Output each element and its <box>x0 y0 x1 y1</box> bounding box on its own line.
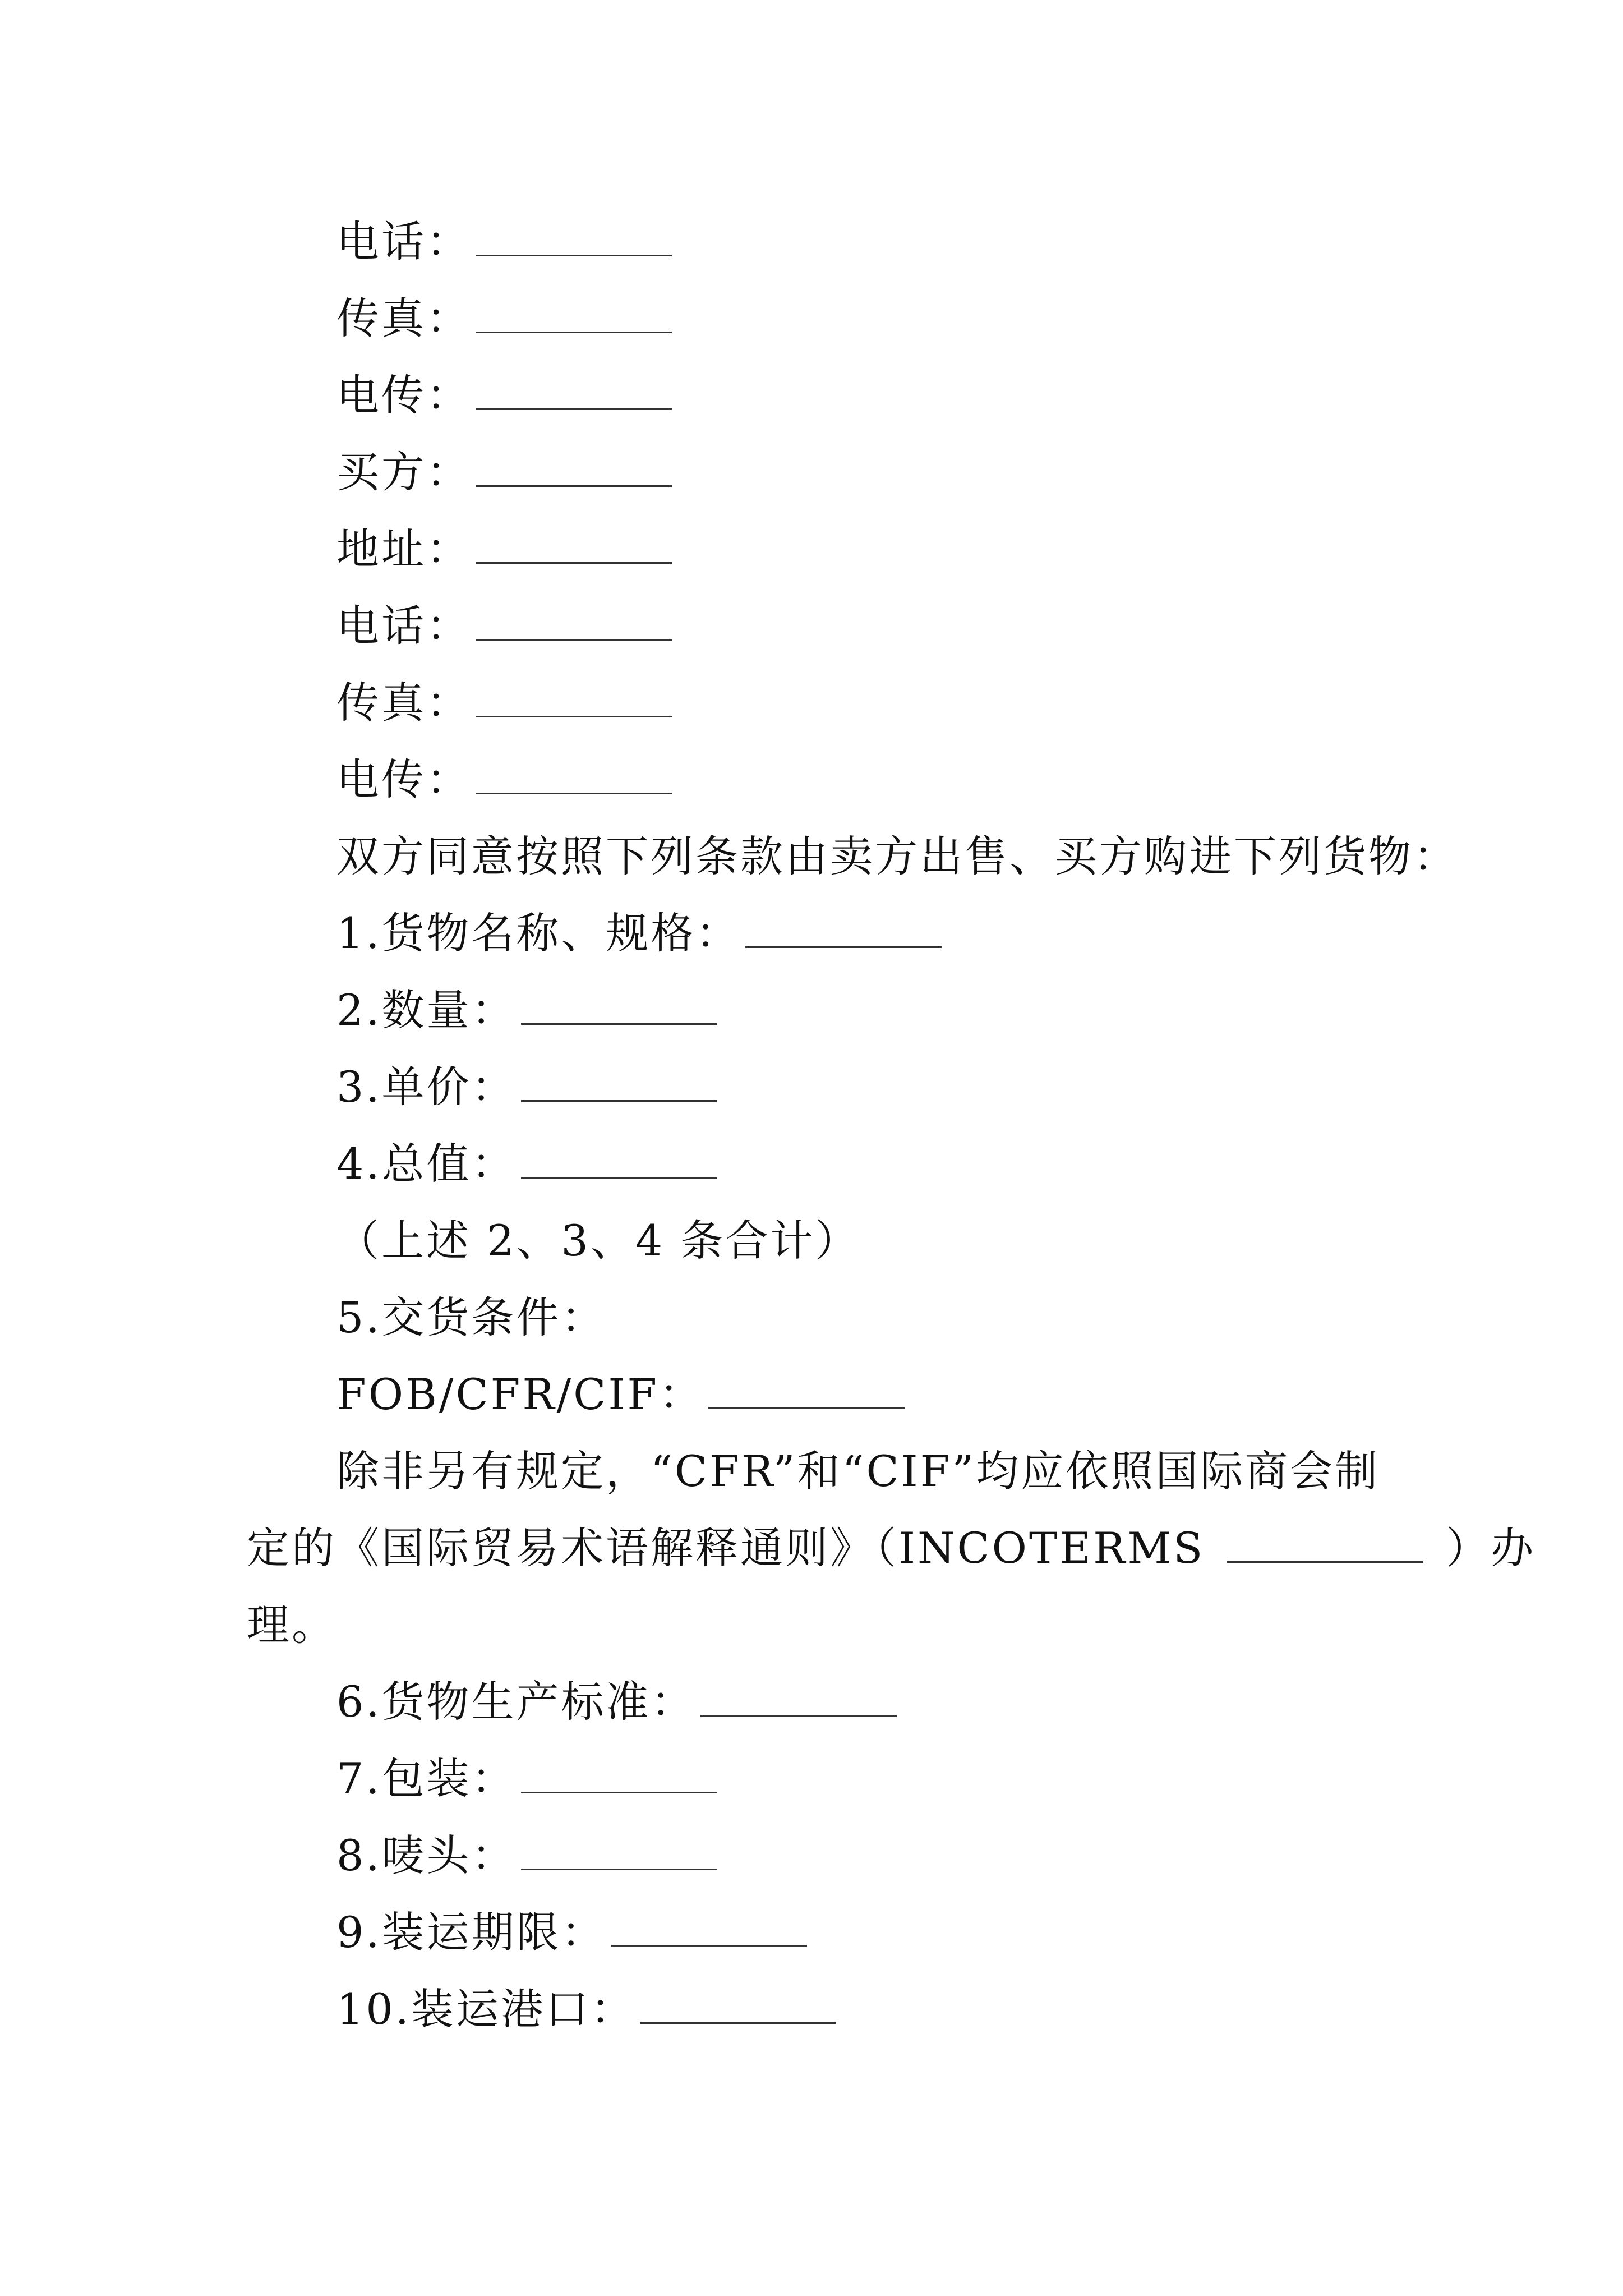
buyer-address-label: 地址： <box>336 524 471 574</box>
buyer-blank <box>476 453 672 487</box>
clause-5-paragraph-line-2-after: ）办 <box>1446 1523 1536 1573</box>
clause-5-paragraph-line-2 <box>247 1523 1536 1573</box>
clause-5-paragraph-line-2-before: 定的《国际贸易术语解释通则》（INCOTERMS <box>247 1523 1205 1573</box>
clause-5-terms-line <box>336 1369 905 1419</box>
buyer-phone-line <box>336 601 672 651</box>
intro-paragraph: 双方同意按照下列条款由卖方出售、买方购进下列货物： <box>336 831 1458 881</box>
seller-phone-line <box>336 217 672 266</box>
seller-telex-line <box>336 370 672 420</box>
seller-telex-label: 电传： <box>336 370 471 420</box>
clause-2-label: 2.数量： <box>336 985 517 1035</box>
clause-9-blank <box>611 1913 807 1947</box>
clause-4-line <box>336 1139 717 1189</box>
clause-1-blank <box>745 914 942 948</box>
buyer-telex-label: 电传： <box>336 754 471 804</box>
clause-3-label: 3.单价： <box>336 1062 517 1112</box>
clause-5-paragraph-line-1: 除非另有规定，“CFR”和“CIF”均应依照国际商会制 <box>336 1446 1380 1496</box>
clause-6-line <box>336 1677 897 1727</box>
buyer-fax-label: 传真： <box>336 678 471 728</box>
clause-3-line <box>336 1062 717 1112</box>
clause-8-blank <box>521 1836 717 1870</box>
buyer-telex-blank <box>476 760 672 794</box>
clause-2-blank <box>521 991 717 1025</box>
buyer-label: 买方： <box>336 447 471 497</box>
clause-7-line <box>336 1754 717 1803</box>
buyer-fax-line <box>336 678 672 728</box>
buyer-address-blank <box>476 530 672 564</box>
buyer-address-line <box>336 524 672 574</box>
clause-3-blank <box>521 1068 717 1102</box>
buyer-phone-label: 电话： <box>336 601 471 651</box>
clause-7-label: 7.包装： <box>336 1754 517 1803</box>
clause-4-note: （上述 2、3、4 条合计） <box>336 1216 860 1266</box>
clause-8-line <box>336 1830 717 1880</box>
incoterms-year-blank <box>1227 1529 1423 1563</box>
clause-2-line <box>336 985 717 1035</box>
clause-9-line <box>336 1907 807 1957</box>
seller-phone-blank <box>476 222 672 256</box>
clause-6-label: 6.货物生产标准： <box>336 1677 696 1727</box>
clause-9-label: 9.装运期限： <box>336 1907 606 1957</box>
seller-fax-line <box>336 293 672 343</box>
clause-4-label: 4.总值： <box>336 1139 517 1189</box>
clause-5-terms-blank <box>708 1375 905 1409</box>
clause-5-terms-label: FOB/CFR/CIF： <box>336 1369 704 1419</box>
seller-fax-label: 传真： <box>336 293 471 343</box>
clause-10-label: 10.装运港口： <box>336 1984 635 2034</box>
seller-phone-label: 电话： <box>336 217 471 266</box>
seller-telex-blank <box>476 376 672 410</box>
buyer-telex-line <box>336 754 672 804</box>
buyer-fax-blank <box>476 683 672 717</box>
clause-6-blank <box>700 1682 897 1717</box>
clause-7-blank <box>521 1759 717 1793</box>
clause-5-label: 5.交货条件： <box>336 1292 606 1342</box>
clause-5-paragraph-line-3: 理。 <box>247 1600 336 1650</box>
buyer-phone-blank <box>476 606 672 641</box>
buyer-line <box>336 447 672 497</box>
clause-10-line <box>336 1984 836 2034</box>
clause-1-line <box>336 908 942 958</box>
clause-4-blank <box>521 1144 717 1179</box>
seller-fax-blank <box>476 299 672 333</box>
clause-1-label: 1.货物名称、规格： <box>336 908 741 958</box>
clause-8-label: 8.唛头： <box>336 1830 517 1880</box>
clause-10-blank <box>640 1990 836 2024</box>
